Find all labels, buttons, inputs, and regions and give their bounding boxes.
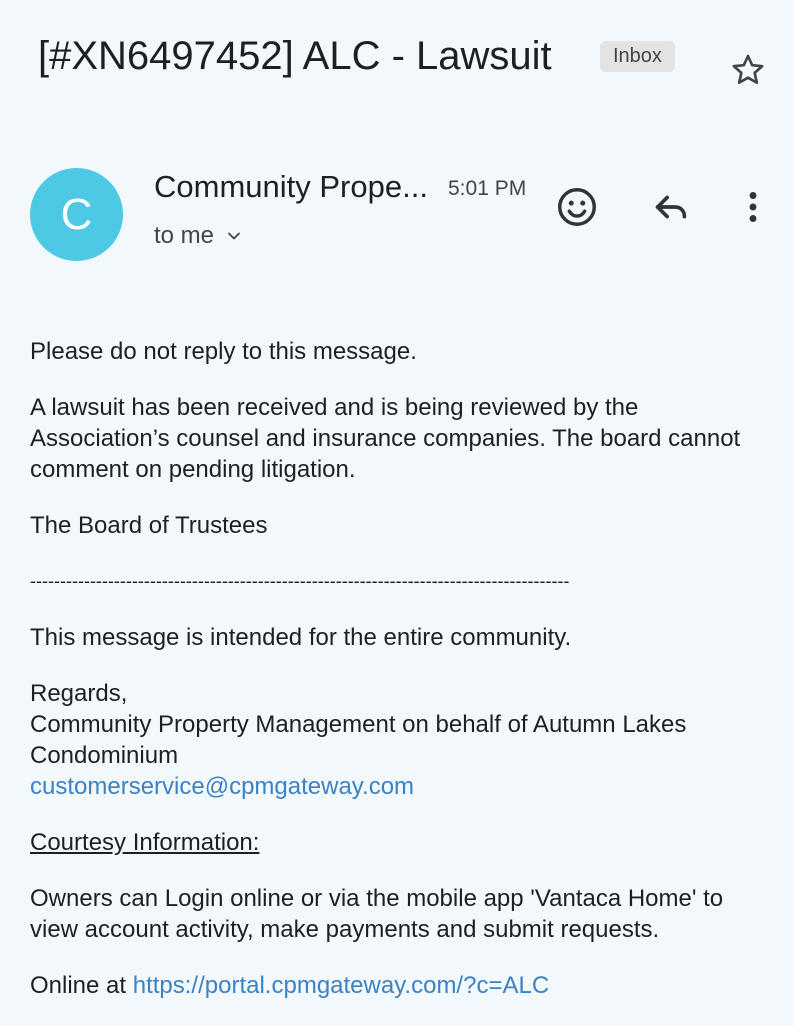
online-prefix: Online at bbox=[30, 972, 133, 999]
subject-row bbox=[38, 30, 774, 90]
online-line bbox=[30, 970, 770, 1001]
body-paragraph: Please do not reply to this message. bbox=[30, 338, 417, 365]
courtesy-text: Owners can Login online or via the mobile app 'Vantaca Home' to view account activity, make payments and submit requests. bbox=[30, 885, 724, 943]
separator-line: ------------------------------------------------------------------------------------------ bbox=[30, 571, 570, 591]
body-paragraph: A lawsuit has been received and is being reviewed by the Association’s counsel and insurance companies. The board cannot comment on pending litigation. bbox=[30, 394, 741, 483]
more-vert-icon[interactable] bbox=[730, 184, 776, 230]
signature-block bbox=[30, 678, 770, 802]
body-paragraph: The Board of Trustees bbox=[30, 512, 268, 539]
message-time: 5:01 PM bbox=[448, 177, 527, 200]
inbox-label-chip[interactable]: Inbox bbox=[600, 41, 675, 72]
recipient-label: to me bbox=[154, 222, 215, 249]
emoji-icon[interactable] bbox=[554, 184, 600, 230]
reply-icon[interactable] bbox=[648, 184, 694, 230]
sender-name[interactable]: Community Prope... bbox=[154, 169, 428, 204]
email-subject: [#XN6497452] ALC - Lawsuit bbox=[38, 34, 552, 78]
courtesy-heading: Courtesy Information: bbox=[30, 829, 260, 856]
organization-name: Community Property Management on behalf of Autumn Lakes Condominium bbox=[30, 711, 687, 769]
portal-link[interactable]: https://portal.cpmgateway.com/?c=ALC bbox=[132, 972, 550, 999]
message-header bbox=[30, 168, 774, 268]
recipient-toggle[interactable] bbox=[154, 220, 244, 252]
avatar[interactable]: C bbox=[30, 168, 123, 261]
star-icon[interactable] bbox=[728, 50, 768, 90]
chevron-down-icon bbox=[224, 226, 244, 246]
message-body bbox=[30, 336, 770, 1026]
email-link[interactable]: customerservice@cpmgateway.com bbox=[30, 773, 415, 800]
body-paragraph: This message is intended for the entire community. bbox=[30, 624, 572, 651]
regards-text: Regards, bbox=[30, 680, 128, 707]
